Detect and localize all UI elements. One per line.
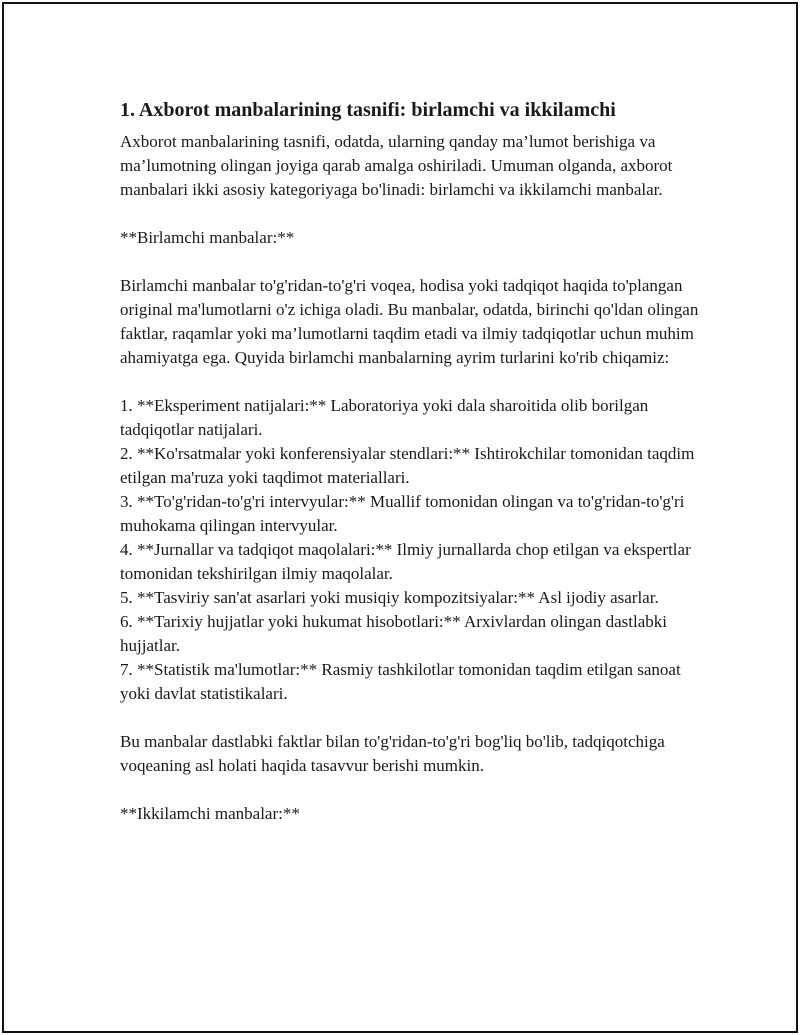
list-item: 1. **Eksperiment natijalari:** Laboratoriya yoki dala sharoitida olib borilgan tadqiqotlar natijalari. (120, 396, 649, 439)
document-page (2, 2, 798, 1033)
intro-paragraph: Axborot manbalarining tasnifi, odatda, ularning qanday ma’lumot berishiga va ma’lumotning olingan joyiga qarab amalga oshiriladi. Umuman olganda, axborot manbalari ikki asosiy kategoriyaga bo'linadi: birlamchi va ikkilamchi manbalar. (120, 132, 673, 199)
primary-sources-list (120, 394, 700, 706)
list-item: 5. **Tasviriy san'at asarlari yoki musiqiy kompozitsiyalar:** Asl ijodiy asarlar. (120, 588, 659, 607)
list-item: 6. **Tarixiy hujjatlar yoki hukumat hisobotlari:** Arxivlardan olingan dastlabki hujjatlar. (120, 612, 667, 655)
document-content (120, 96, 700, 850)
primary-sources-heading: **Birlamchi manbalar:** (120, 228, 295, 247)
secondary-sources-heading: **Ikkilamchi manbalar:** (120, 804, 300, 823)
list-item: 4. **Jurnallar va tadqiqot maqolalari:** Ilmiy jurnallarda chop etilgan va ekspertlar tomonidan tekshirilgan ilmiy maqolalar. (120, 540, 691, 583)
closing-paragraph: Bu manbalar dastlabki faktlar bilan to'g'ridan-to'g'ri bog'liq bo'lib, tadqiqotchiga voqeaning asl holati haqida tasavvur berishi mumkin. (120, 732, 665, 775)
list-item: 3. **To'g'ridan-to'g'ri intervyular:** Muallif tomonidan olingan va to'g'ridan-to'g'ri muhokama qilingan intervyular. (120, 492, 685, 535)
section-title: 1. Axborot manbalarining tasnifi: birlamchi va ikkilamchi (120, 99, 616, 121)
list-item: 2. **Ko'rsatmalar yoki konferensiyalar stendlari:** Ishtirokchilar tomonidan taqdim etilgan ma'ruza yoki taqdimot materiallari. (120, 444, 695, 487)
list-item: 7. **Statistik ma'lumotlar:** Rasmiy tashkilotlar tomonidan taqdim etilgan sanoat yoki davlat statistikalari. (120, 660, 681, 703)
primary-sources-paragraph: Birlamchi manbalar to'g'ridan-to'g'ri voqea, hodisa yoki tadqiqot haqida to'plangan original ma'lumotlarni o'z ichiga oladi. Bu manbalar, odatda, birinchi qo'ldan olingan faktlar, raqamlar yoki ma’lumotlarni taqdim etadi va ilmiy tadqiqotlar uchun muhim ahamiyatga ega. Quyida birlamchi manbalarning ayrim turlarini ko'rib chiqamiz: (120, 276, 699, 367)
